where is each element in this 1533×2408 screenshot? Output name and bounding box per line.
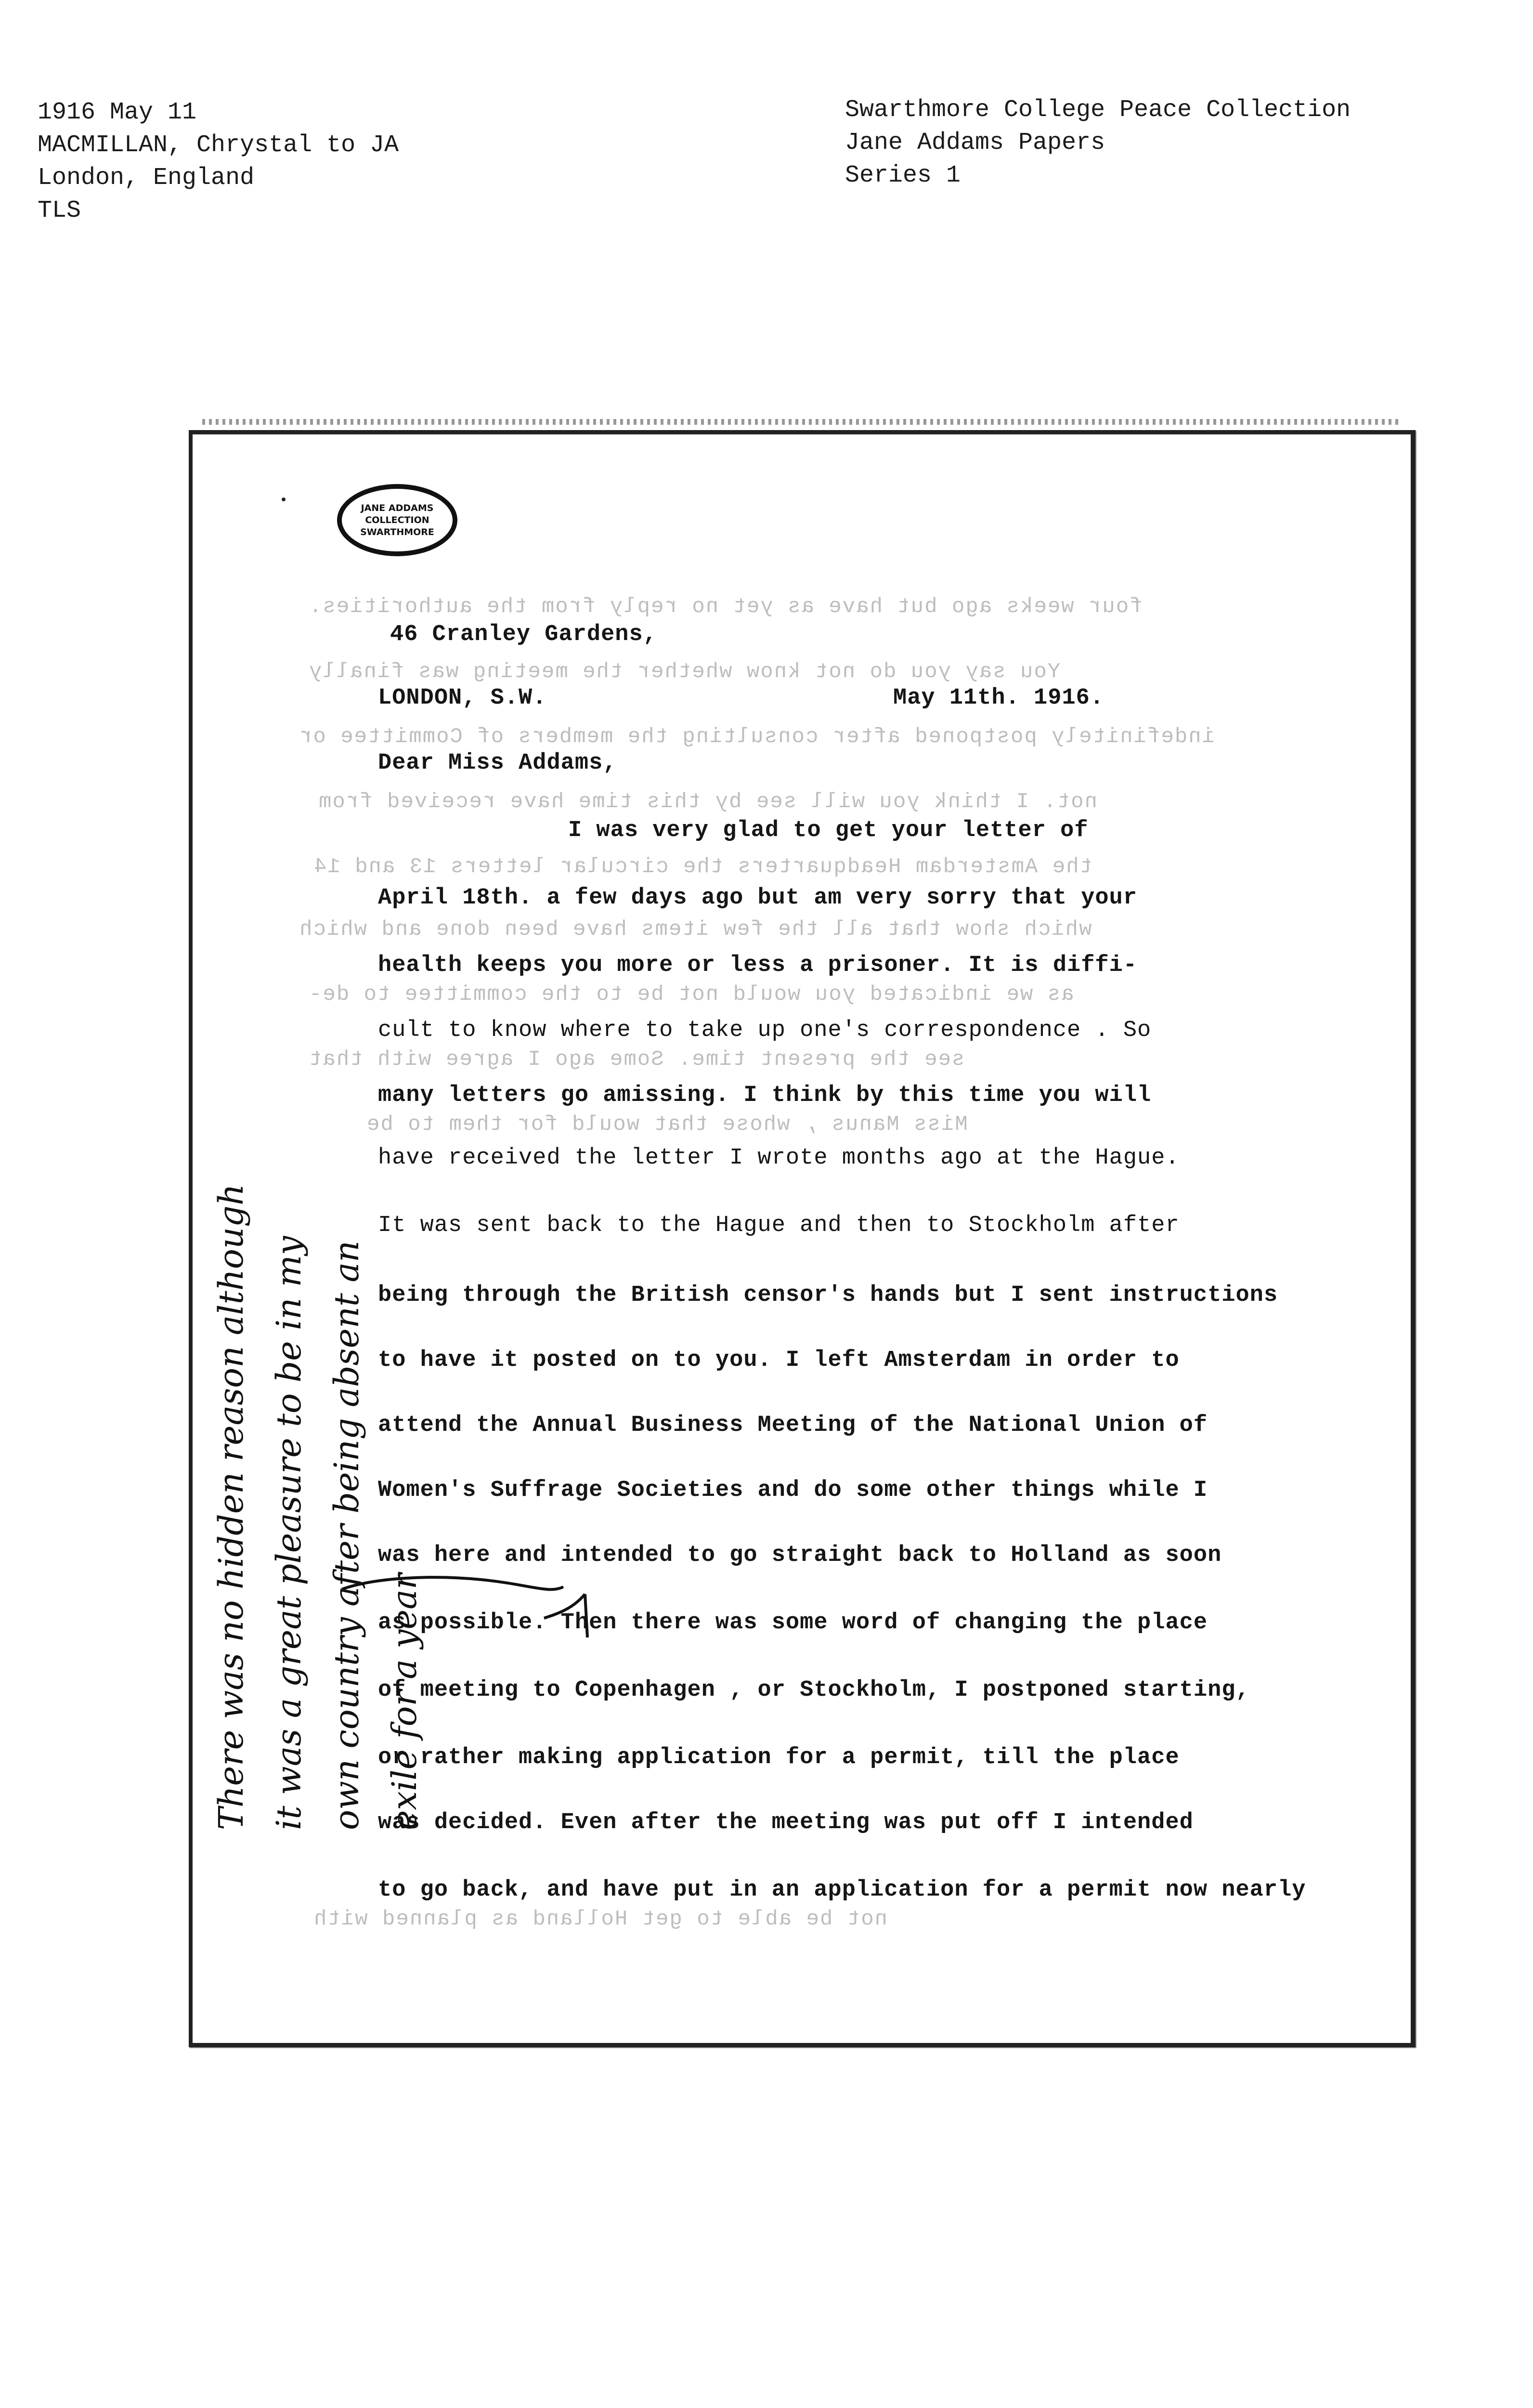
bleed-through-line: indefinitely postponed after consulting the members of Committee or xyxy=(299,725,1215,749)
stamp-line-1: JANE ADDAMS xyxy=(361,502,434,513)
salutation: Dear Miss Addams, xyxy=(378,750,617,776)
body-line: attend the Annual Business Meeting of the National Union of xyxy=(378,1413,1208,1438)
catalog-type: TLS xyxy=(38,197,81,224)
bleed-through-line: not be able to get Holland as planned with xyxy=(313,1907,887,1931)
body-line: was here and intended to go straight back to Holland as soon xyxy=(378,1543,1222,1568)
marginal-line: exile for a year xyxy=(385,1573,424,1830)
sheet-torn-edge xyxy=(202,419,1401,425)
series-name: Series 1 xyxy=(845,162,961,189)
marginal-line: There was no hidden reason although xyxy=(211,1184,251,1830)
catalog-metadata xyxy=(38,96,399,227)
collection-stamp xyxy=(337,484,457,556)
marginal-handwritten-note xyxy=(202,1184,433,1830)
bleed-through-line: You say you do not know whether the meeting was finally xyxy=(308,660,1061,684)
letter-date: May 11th. 1916. xyxy=(893,685,1104,711)
bleed-through-line: see the present time. Some ago I agree with that xyxy=(308,1047,965,1072)
body-line: being through the British censor's hands but I sent instructions xyxy=(378,1283,1278,1308)
body-line: of meeting to Copenhagen , or Stockholm, I postponed starting, xyxy=(378,1677,1250,1703)
stamp-line-3: SWARTHMORE xyxy=(360,526,434,537)
papers-name: Jane Addams Papers xyxy=(845,129,1105,157)
ink-speck xyxy=(282,497,286,501)
body-line: I was very glad to get your letter of xyxy=(568,818,1089,843)
collection-info xyxy=(845,94,1351,192)
bleed-through-line: the Amsterdam Headquarters the circular letters 13 and 14 xyxy=(313,855,1093,879)
body-line: cult to know where to take up one's correspondence . So xyxy=(378,1018,1152,1043)
address-street: 46 Cranley Gardens, xyxy=(390,622,657,647)
marginal-line: own country after being absent an xyxy=(327,1240,366,1830)
catalog-date: 1916 May 11 xyxy=(38,99,197,126)
body-line: many letters go amissing. I think by this time you will xyxy=(378,1083,1152,1108)
bleed-through-line: as we indicated you would not be to the committee to de- xyxy=(308,982,1074,1007)
bleed-through-line: which show that all the few items have been done and which xyxy=(299,917,1092,942)
catalog-place: London, England xyxy=(38,164,255,192)
catalog-correspondents: MACMILLAN, Chrystal to JA xyxy=(38,131,399,159)
collection-name: Swarthmore College Peace Collection xyxy=(845,96,1351,124)
bleed-through-line: four weeks ago but have as yet no reply from the authorities. xyxy=(308,595,1143,619)
body-line: to go back, and have put in an application for a permit now nearly xyxy=(378,1877,1306,1903)
marginal-line: it was a great pleasure to be in my xyxy=(269,1236,309,1830)
body-line: to have it posted on to you. I left Amsterdam in order to xyxy=(378,1348,1180,1373)
body-line: or rather making application for a permit, till the place xyxy=(378,1745,1180,1770)
address-city: LONDON, S.W. xyxy=(378,685,547,711)
body-line: have received the letter I wrote months ago at the Hague. xyxy=(378,1145,1180,1171)
stamp-line-2: COLLECTION xyxy=(365,514,429,525)
body-line: health keeps you more or less a prisoner. It is diffi- xyxy=(378,953,1138,978)
bleed-through-line: Miss Manus , whose that would for them to be xyxy=(366,1112,968,1137)
body-line: Women's Suffrage Societies and do some other things while I xyxy=(378,1478,1208,1503)
body-line: was decided. Even after the meeting was put off I intended xyxy=(378,1810,1194,1835)
bleed-through-line: not. I think you will see by this time have received from xyxy=(318,790,1098,814)
body-line: It was sent back to the Hague and then to Stockholm after xyxy=(378,1213,1180,1238)
body-line: April 18th. a few days ago but am very sorry that your xyxy=(378,885,1138,911)
body-line: as possible. Then there was some word of changing the place xyxy=(378,1610,1208,1636)
